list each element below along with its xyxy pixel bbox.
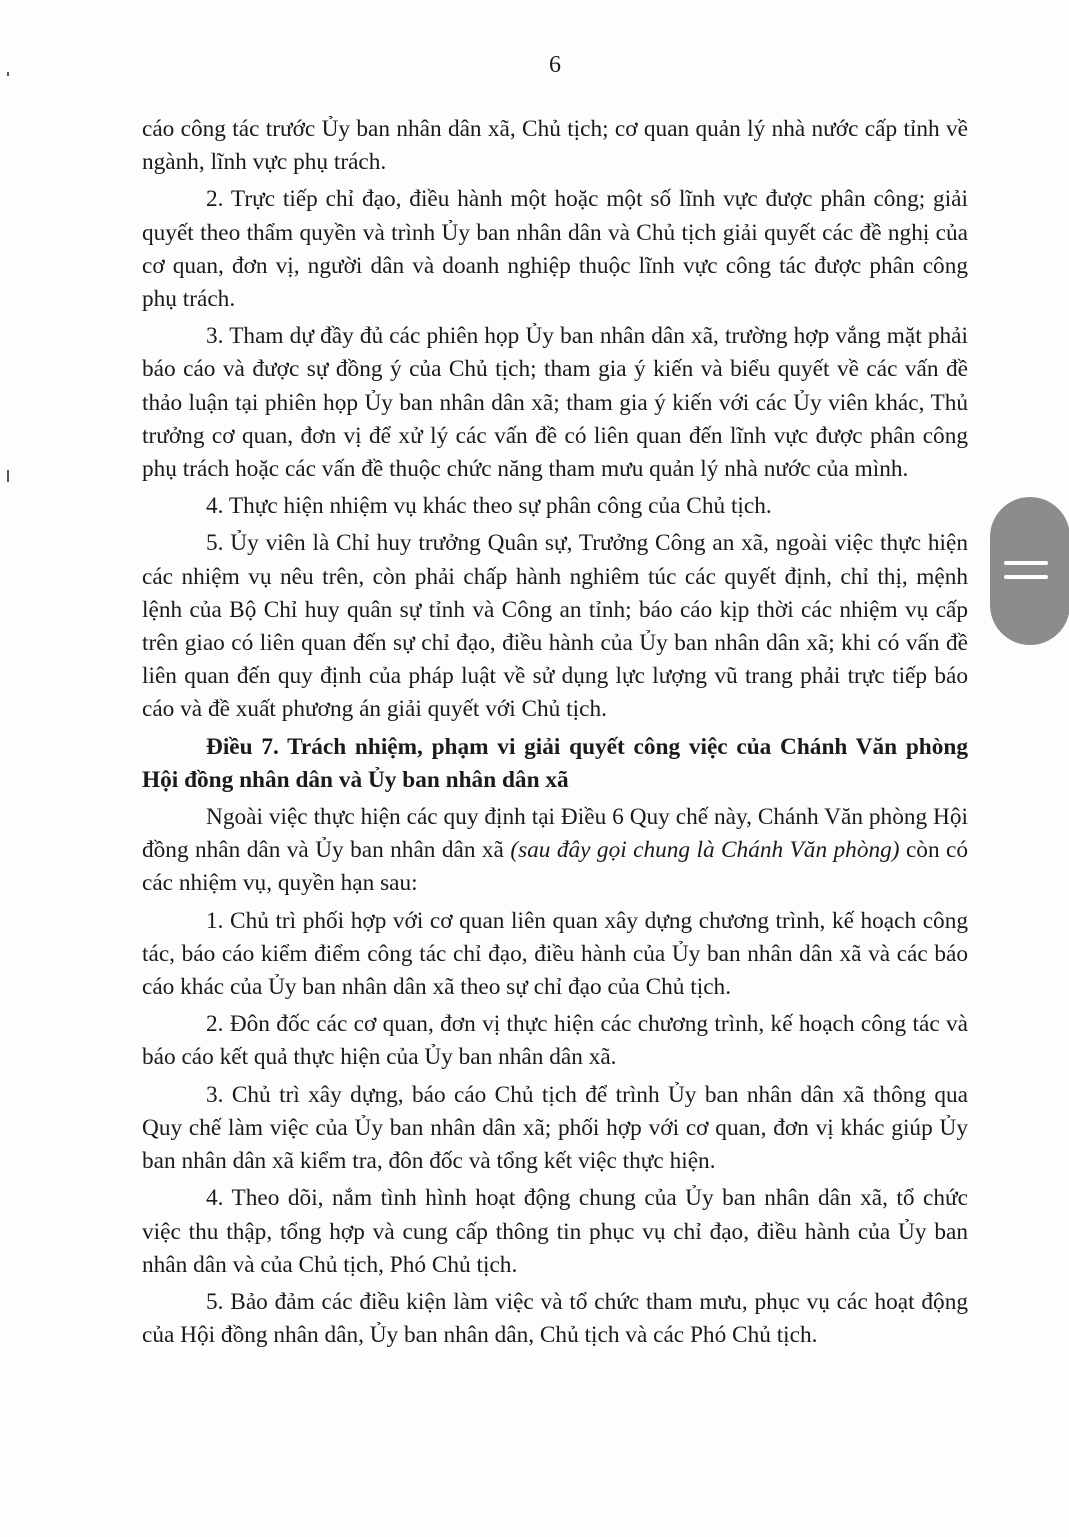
drag-handle-icon <box>1004 575 1048 579</box>
paragraph-continuation: cáo công tác trước Ủy ban nhân dân xã, Chủ tịch; cơ quan quản lý nhà nước cấp tỉnh về ngành, lĩnh vực phụ trách. <box>142 116 968 176</box>
article-7-intro-tail: còn có các nhiệm vụ, quyền hạn sau: <box>142 837 969 897</box>
article-7-intro <box>142 801 968 901</box>
article-7-intro-text: Ngoài việc thực hiện các quy định tại Điều 6 Quy chế này, Chánh Văn phòng Hội đồng nhân dân và Ủy ban nhân dân xã <box>142 804 968 864</box>
paragraph-item-5: 5. Ủy viên là Chỉ huy trưởng Quân sự, Trưởng Công an xã, ngoài việc thực hiện các nhiệm vụ nêu trên, còn phải chấp hành nghiêm túc các quyết định, chỉ thị, mệnh lệnh của Bộ Chỉ huy quân sự tỉnh và Công an tỉnh; báo cáo kịp thời các nhiệm vụ cấp trên giao có liên quan đến sự chỉ đạo, điều hành của Ủy ban nhân dân xã; khi có vấn đề liên quan đến quy định của pháp luật về sử dụng lực lượng vũ trang phải trực tiếp báo cáo và đề xuất phương án giải quyết với Chủ tịch. <box>142 530 968 723</box>
article-7-item-1: 1. Chủ trì phối hợp với cơ quan liên quan xây dựng chương trình, kế hoạch công tác, báo cáo kiểm điểm công tác chỉ đạo, điều hành của Ủy ban nhân dân xã và các báo cáo khác của Ủy ban nhân dân xã theo sự chỉ đạo của Chủ tịch. <box>142 907 968 1001</box>
paragraph-item-3: 3. Tham dự đầy đủ các phiên họp Ủy ban nhân dân xã, trường hợp vắng mặt phải báo cáo và được sự đồng ý của Chủ tịch; tham gia ý kiến và biểu quyết về các vấn đề thảo luận tại phiên họp Ủy ban nhân dân xã; tham gia ý kiến với các Ủy viên khác, Thủ trưởng cơ quan, đơn vị để xử lý các vấn đề có liên quan đến lĩnh vực được phân công phụ trách hoặc các vấn đề thuộc chức năng tham mưu quản lý nhà nước của mình. <box>142 323 968 483</box>
article-7-item-3: 3. Chủ trì xây dựng, báo cáo Chủ tịch để trình Ủy ban nhân dân xã thông qua Quy chế làm việc của Ủy ban nhân dân xã; phối hợp với cơ quan, đơn vị khác giúp Ủy ban nhân dân xã kiểm tra, đôn đốc và tổng kết việc thực hiện. <box>142 1081 968 1175</box>
document-body <box>142 113 968 1356</box>
article-7-item-2: 2. Đôn đốc các cơ quan, đơn vị thực hiện các chương trình, kế hoạch công tác và báo cáo kết quả thực hiện của Ủy ban nhân dân xã. <box>142 1011 968 1071</box>
page-number: 6 <box>549 52 561 78</box>
scan-mark-middle <box>7 470 9 482</box>
paragraph-item-2: 2. Trực tiếp chỉ đạo, điều hành một hoặc một số lĩnh vực được phân công; giải quyết theo thẩm quyền và trình Ủy ban nhân dân và Chủ tịch giải quyết các đề nghị của cơ quan, đơn vị, người dân và doanh nghiệp thuộc lĩnh vực công tác được phân công phụ trách. <box>142 186 968 313</box>
article-7-item-5: 5. Bảo đảm các điều kiện làm việc và tổ chức tham mưu, phục vụ các hoạt động của Hội đồng nhân dân, Ủy ban nhân dân, Chủ tịch và các Phó Chủ tịch. <box>142 1288 968 1349</box>
drag-handle-icon <box>1004 561 1048 565</box>
article-7-item-4: 4. Theo dõi, nắm tình hình hoạt động chung của Ủy ban nhân dân xã, tổ chức việc thu thập, tổng hợp và cung cấp thông tin phục vụ chỉ đạo, điều hành của Ủy ban nhân dân và của Chủ tịch, Phó Chủ tịch. <box>142 1185 968 1278</box>
article-7-heading: Điều 7. Trách nhiệm, phạm vi giải quyết công việc của Chánh Văn phòng Hội đồng nhân dân và Ủy ban nhân dân xã <box>142 733 968 793</box>
article-7-intro-italic: (sau đây gọi chung là Chánh Văn phòng) <box>510 837 900 864</box>
scroll-handle[interactable] <box>990 497 1069 645</box>
paragraph-item-4: 4. Thực hiện nhiệm vụ khác theo sự phân công của Chủ tịch. <box>206 493 772 520</box>
